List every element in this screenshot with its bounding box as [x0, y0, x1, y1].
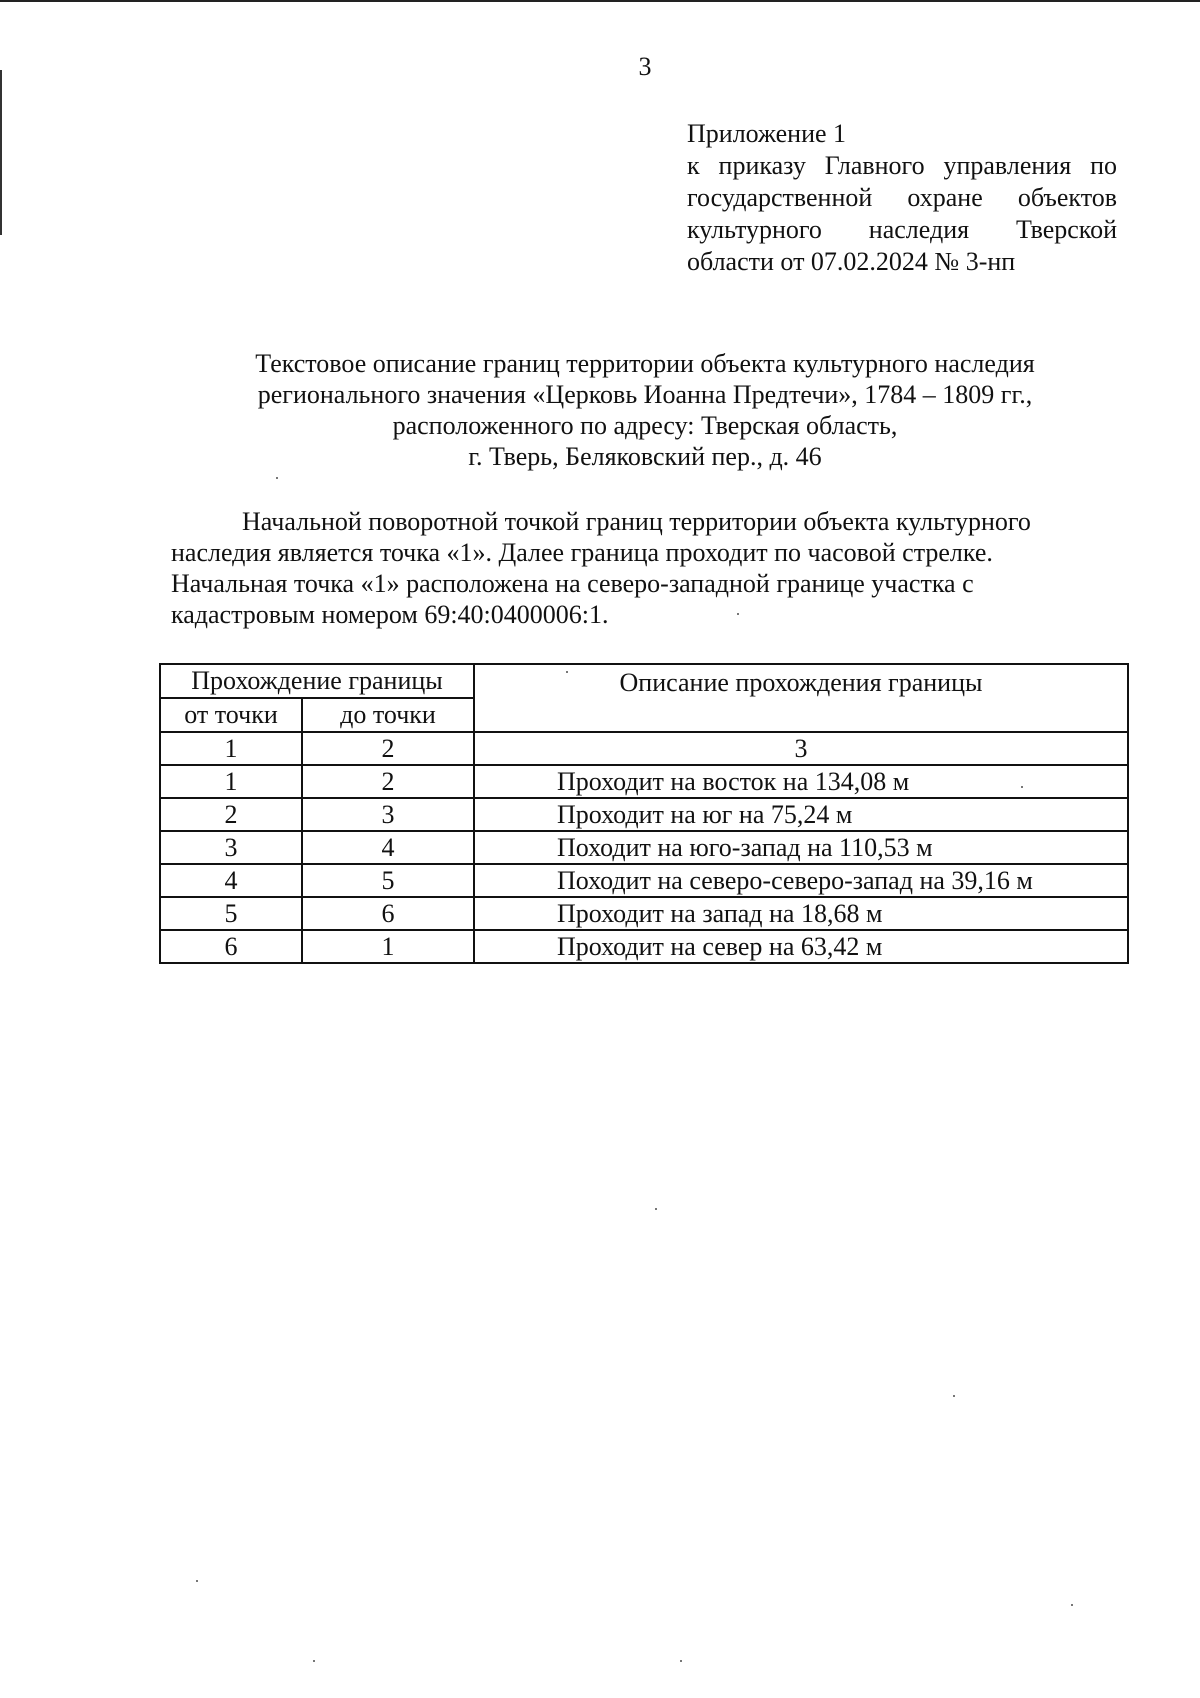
cell-desc: Проходит на восток на 134,08 м: [474, 765, 1128, 798]
scan-speck: [566, 671, 568, 673]
boundary-table: [159, 663, 1129, 964]
paragraph-line-2: наследия является точка «1». Далее граница проходит по часовой стрелке.: [171, 538, 993, 567]
table-row: [160, 897, 1128, 930]
appendix-line-3: государственной охране объектов: [687, 183, 1117, 212]
page-number: 3: [638, 52, 652, 81]
cell-from: 3: [160, 831, 302, 864]
column-number-3: 3: [474, 732, 1128, 765]
title-line-3: расположенного по адресу: Тверская область,: [392, 411, 898, 440]
scan-edge-top: [0, 0, 1200, 2]
scan-speck: [1021, 786, 1023, 788]
appendix-line-4: культурного наследия Тверской: [687, 215, 1117, 244]
appendix-block: [687, 118, 1117, 278]
cell-to: 5: [302, 864, 474, 897]
cell-to: 6: [302, 897, 474, 930]
column-number-2: 2: [302, 732, 474, 765]
cell-from: 2: [160, 798, 302, 831]
appendix-line-2: к приказу Главного управления по: [687, 151, 1117, 180]
cell-desc: Походит на юго-запад на 110,53 м: [474, 831, 1128, 864]
cell-from: 5: [160, 897, 302, 930]
cell-from: 6: [160, 930, 302, 963]
scan-speck: [737, 613, 739, 615]
cell-from: 4: [160, 864, 302, 897]
scan-speck: [196, 1580, 198, 1582]
table-row: [160, 930, 1128, 963]
table-row: [160, 765, 1128, 798]
scan-speck: [953, 1395, 955, 1397]
scan-speck: [313, 1660, 315, 1662]
appendix-line-5: области от 07.02.2024 № 3-нп: [687, 247, 1016, 276]
table-row: [160, 798, 1128, 831]
cell-to: 2: [302, 765, 474, 798]
title-line-1: Текстовое описание границ территории объекта культурного наследия: [255, 349, 1035, 378]
title-line-4: г. Тверь, Беляковский пер., д. 46: [468, 442, 822, 471]
column-number-1: 1: [160, 732, 302, 765]
header-to-cell: до точки: [302, 698, 474, 732]
cell-desc: Проходит на запад на 18,68 м: [474, 897, 1128, 930]
table-header-row: [160, 664, 1128, 698]
cell-desc: Походит на северо-северо-запад на 39,16 м: [474, 864, 1128, 897]
title-line-2: регионального значения «Церковь Иоанна Предтечи», 1784 – 1809 гг.,: [257, 380, 1033, 409]
cell-desc: Проходит на север на 63,42 м: [474, 930, 1128, 963]
paragraph-line-3: Начальная точка «1» расположена на северо-западной границе участка с: [171, 569, 974, 598]
scan-speck: [655, 1208, 657, 1210]
table-row: [160, 864, 1128, 897]
cell-to: 3: [302, 798, 474, 831]
document-title: [150, 348, 1140, 472]
scan-speck: [1071, 1604, 1073, 1606]
intro-paragraph: [171, 506, 1111, 630]
cell-from: 1: [160, 765, 302, 798]
header-from-cell: от точки: [160, 698, 302, 732]
cell-to: 1: [302, 930, 474, 963]
scan-speck: [680, 1660, 682, 1662]
header-group-cell: Прохождение границы: [160, 664, 474, 698]
table-row: [160, 831, 1128, 864]
header-desc-cell: Описание прохождения границы: [474, 664, 1128, 732]
scan-speck: [276, 477, 278, 479]
scan-edge-left: [0, 70, 2, 235]
table-column-numbers-row: [160, 732, 1128, 765]
paragraph-line-1: Начальной поворотной точкой границ территории объекта культурного: [242, 507, 1031, 536]
cell-to: 4: [302, 831, 474, 864]
appendix-line-1: Приложение 1: [687, 119, 847, 148]
paragraph-line-4: кадастровым номером 69:40:0400006:1.: [171, 600, 609, 629]
cell-desc: Проходит на юг на 75,24 м: [474, 798, 1128, 831]
